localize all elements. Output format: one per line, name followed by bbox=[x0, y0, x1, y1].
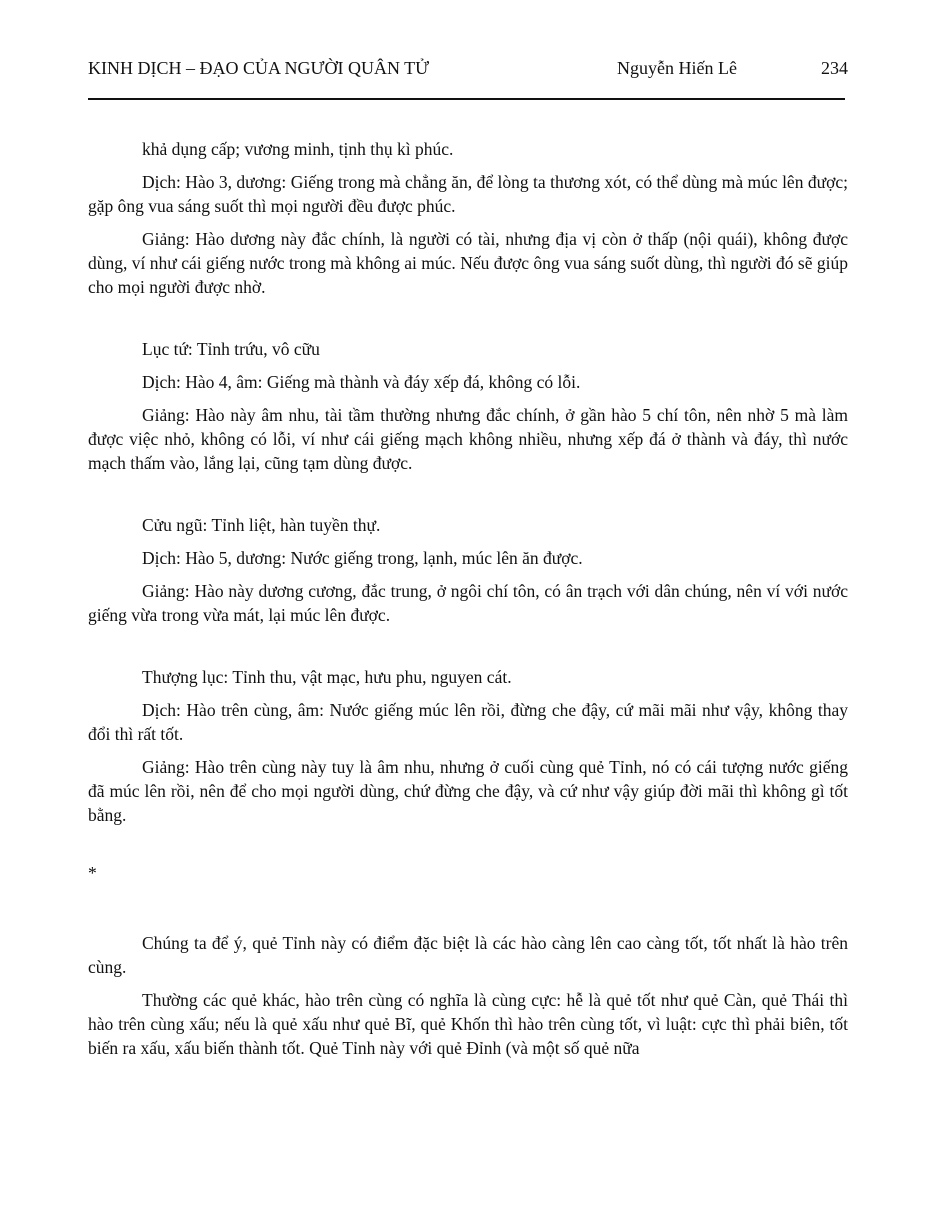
page-header bbox=[88, 56, 848, 80]
header-divider bbox=[88, 98, 845, 100]
paragraph: khả dụng cấp; vương minh, tịnh thụ kì phúc. bbox=[142, 139, 454, 159]
paragraph: Thượng lục: Tỉnh thu, vật mạc, hưu phu, nguyen cát. bbox=[142, 667, 512, 687]
book-title: KINH DỊCH – ĐẠO CỦA NGƯỜI QUÂN TỬ bbox=[88, 58, 430, 78]
section-separator: * bbox=[88, 863, 97, 883]
paragraph: Giảng: Hào trên cùng này tuy là âm nhu, nhưng ở cuối cùng quẻ Tỉnh, nó có cái tượng nước giếng đã múc lên rồi, nên để cho mọi người dùng, chứ đừng che đậy, và cứ như vậy giúp đời mãi thì không gì tốt bằng. bbox=[88, 757, 848, 825]
paragraph: Giảng: Hào này âm nhu, tài tầm thường nhưng đắc chính, ở gần hào 5 chí tôn, nên nhờ 5 mà làm được việc nhỏ, không có lỗi, ví như cái giếng mạch không nhiều, nhưng xếp đá ở thành và đáy, thì nước mạch thấm vào, lắng lại, cũng tạm dùng được. bbox=[88, 405, 848, 473]
page-number: 234 bbox=[821, 58, 848, 78]
page-body bbox=[88, 137, 848, 1060]
paragraph: Dịch: Hào 5, dương: Nước giếng trong, lạnh, múc lên ăn được. bbox=[142, 548, 583, 568]
paragraph: Dịch: Hào 4, âm: Giếng mà thành và đáy xếp đá, không có lỗi. bbox=[142, 372, 581, 392]
paragraph: Thường các quẻ khác, hào trên cùng có nghĩa là cùng cực: hễ là quẻ tốt như quẻ Càn, quẻ Thái thì hào trên cùng xấu; nếu là quẻ xấu như quẻ Bĩ, quẻ Khốn thì hào trên cùng tốt, vì luật: cực thì phải biên, tốt biến ra xấu, xấu biến thành tốt. Quẻ Tỉnh này với quẻ Đỉnh (và một số quẻ nữa bbox=[88, 990, 848, 1058]
paragraph: Dịch: Hào 3, dương: Giếng trong mà chẳng ăn, để lòng ta thương xót, có thể dùng mà múc lên được; gặp ông vua sáng suốt thì mọi người đều được phúc. bbox=[88, 172, 848, 216]
paragraph: Chúng ta để ý, quẻ Tỉnh này có điểm đặc biệt là các hào càng lên cao càng tốt, tốt nhất là hào trên cùng. bbox=[88, 933, 848, 977]
paragraph: Dịch: Hào trên cùng, âm: Nước giếng múc lên rồi, đừng che đậy, cứ mãi mãi như vậy, không thay đổi thì rất tốt. bbox=[88, 700, 848, 744]
author-name: Nguyễn Hiến Lê bbox=[617, 58, 737, 78]
paragraph: Cửu ngũ: Tỉnh liệt, hàn tuyền thự. bbox=[142, 515, 381, 535]
paragraph: Lục tứ: Tỉnh trứu, vô cữu bbox=[142, 339, 320, 359]
paragraph: Giảng: Hào dương này đắc chính, là người có tài, nhưng địa vị còn ở thấp (nội quái), không được dùng, ví như cái giếng nước trong mà không ai múc. Nếu được ông vua sáng suốt dùng, thì người đó sẽ giúp cho mọi người được nhờ. bbox=[88, 229, 848, 297]
paragraph: Giảng: Hào này dương cương, đắc trung, ở ngôi chí tôn, có ân trạch với dân chúng, nên ví với nước giếng vừa trong vừa mát, lại múc lên được. bbox=[88, 581, 848, 625]
